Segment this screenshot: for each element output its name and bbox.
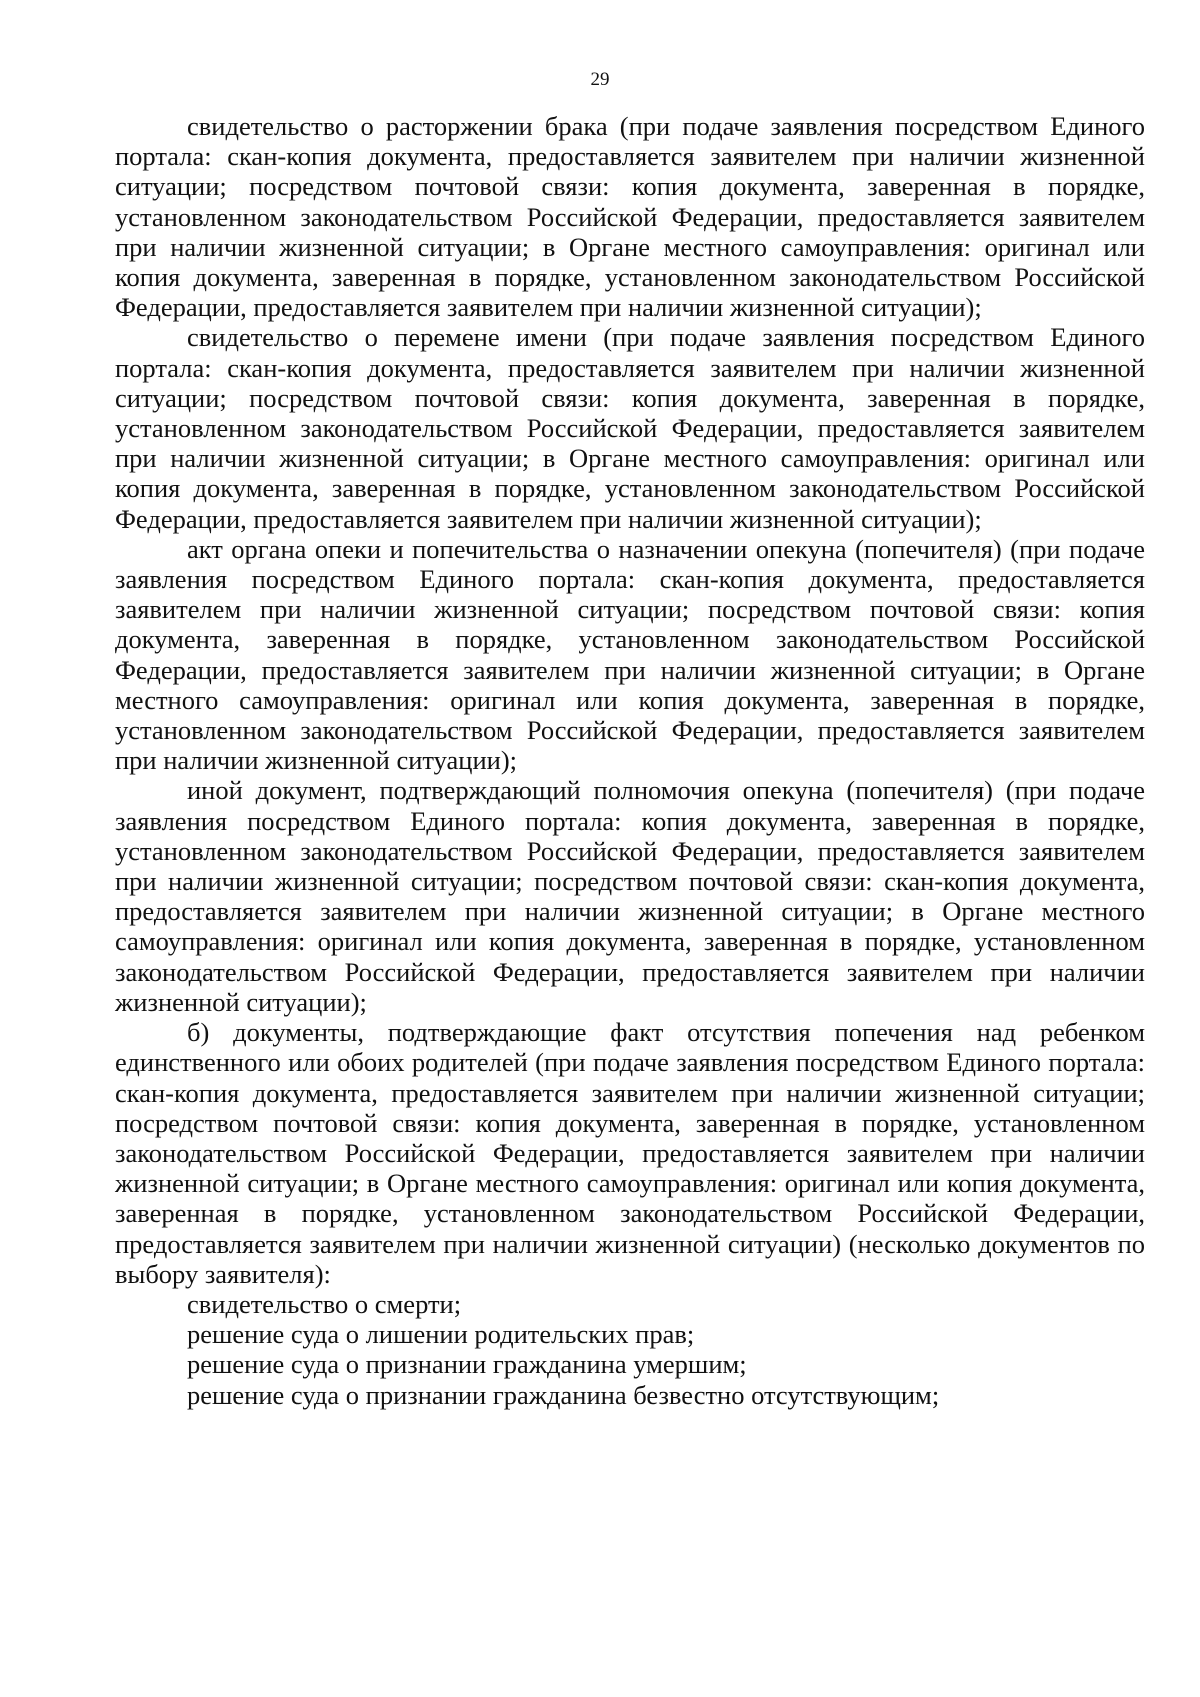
paragraph-divorce-certificate: свидетельство о расторжении брака (при подаче заявления посредством Единого портала: скан-копия документа, предоставляется заявителем при наличии жизненной ситуации; посредством почтовой связи: копия документа, заверенная в порядке, установленном законодательством Российской Федерации, предоставляется заявителем при наличии жизненной ситуации; в Органе местного самоуправления: оригинал или копия документа, заверенная в порядке, установленном законодательством Российской Федерации, предоставляется заявителем при наличии жизненной ситуации); (115, 111, 1145, 323)
paragraph-other-guardian-document: иной документ, подтверждающий полномочия опекуна (попечителя) (при подаче заявления посредством Единого портала: копия документа, заверенная в порядке, установленном законодательством Российской Федерации, предоставляется заявителем при наличии жизненной ситуации; посредством почтовой связи: скан-копия документа, предоставляется заявителем при наличии жизненной ситуации; в Органе местного самоуправления: оригинал или копия документа, заверенная в порядке, установленном законодательством Российской Федерации, предоставляется заявителем при наличии жизненной ситуации); (115, 775, 1145, 1017)
document-body (115, 111, 1145, 1410)
paragraph-guardianship-act: акт органа опеки и попечительства о назначении опекуна (попечителя) (при подаче заявления посредством Единого портала: скан-копия документа, предоставляется заявителем при наличии жизненной ситуации; посредством почтовой связи: копия документа, заверенная в порядке, установленном законодательством Российской Федерации, предоставляется заявителем при наличии жизненной ситуации; в Органе местного самоуправления: оригинал или копия документа, заверенная в порядке, установленном законодательством Российской Федерации, предоставляется заявителем при наличии жизненной ситуации); (115, 533, 1145, 776)
list-item: свидетельство о смерти; (187, 1288, 462, 1319)
list-item: решение суда о признании гражданина безвестно отсутствующим; (187, 1379, 940, 1410)
paragraph-name-change-certificate: свидетельство о перемене имени (при подаче заявления посредством Единого портала: скан-копия документа, предоставляется заявителем при наличии жизненной ситуации; посредством почтовой связи: копия документа, заверенная в порядке, установленном законодательством Российской Федерации, предоставляется заявителем при наличии жизненной ситуации; в Органе местного самоуправления: оригинал или копия документа, заверенная в порядке, установленном законодательством Российской Федерации, предоставляется заявителем при наличии жизненной ситуации); (115, 322, 1145, 534)
list-item: решение суда о признании гражданина умершим; (187, 1349, 747, 1380)
list-item: решение суда о лишении родительских прав; (187, 1319, 695, 1350)
page-number: 29 (590, 69, 610, 90)
paragraph-absence-of-parental-care: б) документы, подтверждающие факт отсутствия попечения над ребенком единственного или обоих родителей (при подаче заявления посредством Единого портала: скан-копия документа, предоставляется заявителем при наличии жизненной ситуации; посредством почтовой связи: копия документа, заверенная в порядке, установленном законодательством Российской Федерации, предоставляется заявителем при наличии жизненной ситуации; в Органе местного самоуправления: оригинал или копия документа, заверенная в порядке, установленном законодательством Российской Федерации, предоставляется заявителем при наличии жизненной ситуации) (несколько документов по выбору заявителя): (115, 1017, 1145, 1289)
